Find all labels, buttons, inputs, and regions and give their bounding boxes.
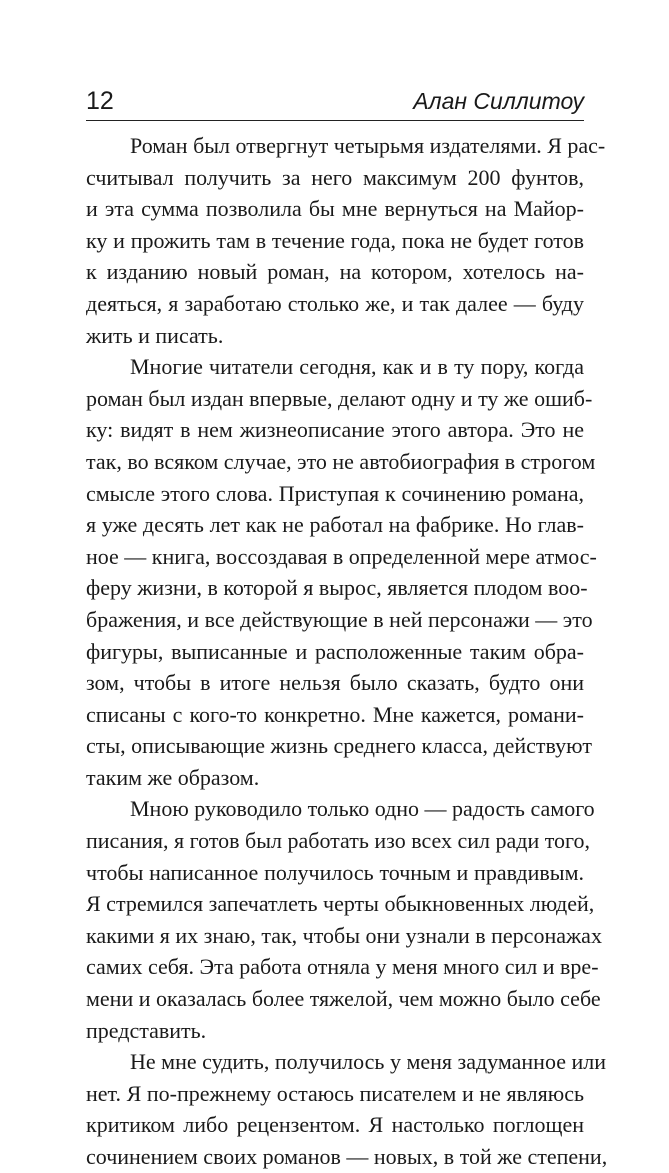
text-line: феру жизни, в которой я вырос, является плодом воо- [86,575,588,601]
text-line: Роман был отвергнут четырьмя издателями. Я рас- [130,133,606,158]
text-line: Я стремился запечатлеть черты обыкновенных людей, [86,891,595,917]
text-line: зом, чтобы в итоге нельзя было сказать, будто они [86,670,584,696]
text-line: бражения, и все действующие в ней персонажи — это [86,606,593,632]
text-line: смысле этого слова. Приступая к сочинению романа, [86,480,584,506]
text-line: мени и оказалась более тяжелой, чем можно было себе [86,986,601,1012]
text-line: самих себя. Эта работа отняла у меня много сил и вре- [86,954,599,980]
text-line: представить. [86,1017,207,1043]
text-line: так, во всяком случае, это не автобиография в строгом [86,448,596,474]
text-line: сочинением своих романов — новых, в той же степени, [86,1144,608,1169]
running-header [86,84,584,121]
body-text [86,130,608,1173]
text-line: таким же образом. [86,764,260,790]
text-line: писания, я готов был работать изо всех сил ради того, [86,828,591,854]
text-line: роман был издан впервые, делают одну и ту же ошиб- [86,385,593,411]
text-line: и эта сумма позволила бы мне вернуться на Майор- [86,196,584,222]
text-line: деяться, я заработаю столько же, и так далее — буду [86,290,584,316]
text-line: жить и писать. [86,322,224,348]
running-header-author: Алан Силлитоу [413,88,584,114]
text-line: фигуры, выписанные и расположенные таким обра- [86,638,584,664]
text-line: списаны с кого-то конкретно. Мне кажется, романи- [86,701,584,727]
page-number: 12 [86,87,114,115]
text-line: критиком либо рецензентом. Я настолько поглощен [86,1112,584,1138]
text-line: сты, описывающие жизнь среднего класса, действуют [86,733,592,759]
text-line: считывал получить за него максимум 200 фунтов, [86,164,584,190]
text-line: чтобы написанное получилось точным и правдивым. [86,859,584,885]
text-line: нет. Я по-прежнему остаюсь писателем и не являюсь [86,1080,584,1106]
text-line: Не мне судить, получилось у меня задуманное или [130,1049,607,1075]
text-line: Многие читатели сегодня, как и в ту пору, когда [130,354,584,380]
text-line: Мною руководило только одно — радость самого [130,796,595,822]
text-line: ку: видят в нем жизнеописание этого автора. Это не [86,417,584,443]
text-line: ное — книга, воссоздавая в определенной мере атмос- [86,543,597,569]
text-line: я уже десять лет как не работал на фабрике. Но глав- [86,512,584,538]
text-line: какими я их знаю, так, чтобы они узнали в персонажах [86,922,602,948]
text-line: ку и прожить там в течение года, пока не будет готов [86,227,584,253]
text-line: к изданию новый роман, на котором, хотелось на- [86,259,584,285]
